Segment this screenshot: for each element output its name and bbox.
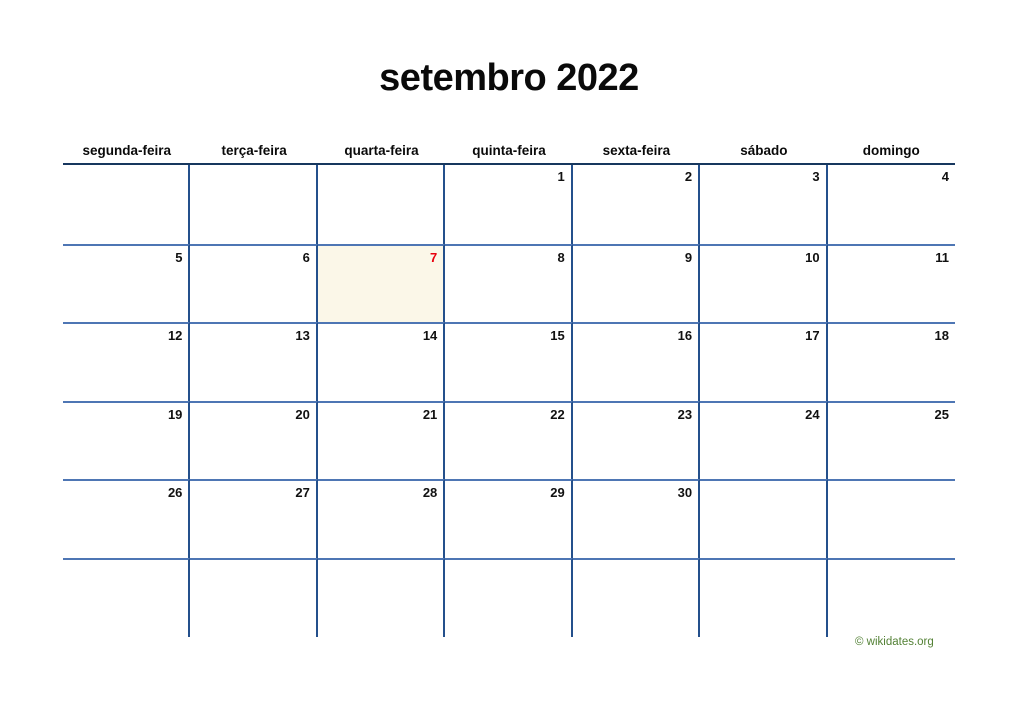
day-number: 23	[677, 406, 693, 422]
weekday-header: quinta-feira	[472, 143, 546, 158]
day-cell-27	[190, 479, 317, 558]
day-cell-29	[445, 479, 572, 558]
day-cell-21	[318, 401, 445, 480]
weekday-row	[63, 143, 955, 162]
day-cell-28	[318, 479, 445, 558]
day-cell-18	[828, 322, 955, 401]
day-number: 1	[557, 169, 565, 184]
day-number: 11	[935, 249, 949, 265]
day-cell-empty	[700, 479, 827, 558]
day-cell-empty	[445, 558, 572, 638]
day-number: 9	[684, 249, 693, 265]
day-cell-12	[63, 322, 190, 401]
day-cell-empty	[63, 165, 190, 244]
calendar-title: setembro 2022	[379, 57, 639, 99]
footer-credit: © wikidates.org	[855, 636, 934, 648]
day-number: 14	[422, 328, 438, 343]
day-number: 19	[167, 406, 183, 422]
day-number: 25	[934, 406, 949, 422]
day-cell-empty	[573, 558, 700, 638]
day-cell-25	[828, 401, 955, 480]
day-cell-15	[445, 322, 572, 401]
day-cell-11	[828, 244, 955, 323]
day-number: 20	[295, 406, 310, 422]
day-number: 10	[805, 249, 820, 265]
day-number: 13	[295, 328, 310, 343]
day-number-today: 7	[430, 249, 438, 265]
day-cell-14	[318, 322, 445, 401]
day-number: 28	[422, 485, 438, 500]
day-cell-empty	[318, 558, 445, 638]
day-number: 8	[557, 249, 565, 265]
day-cell-22	[445, 401, 572, 480]
day-number: 15	[550, 328, 565, 343]
day-cell-empty	[828, 479, 955, 558]
day-cell-7	[318, 244, 445, 323]
day-cell-24	[700, 401, 827, 480]
day-number: 5	[175, 249, 183, 265]
weekday-header: sexta-feira	[602, 143, 671, 158]
weekday-header: segunda-feira	[82, 143, 171, 158]
day-cell-2	[573, 165, 700, 244]
day-cell-8	[445, 244, 572, 323]
day-number: 18	[934, 328, 949, 343]
day-number: 17	[805, 328, 820, 343]
day-cell-10	[700, 244, 827, 323]
day-cell-6	[190, 244, 317, 323]
day-number: 3	[812, 169, 820, 184]
day-cell-4	[828, 165, 955, 244]
day-cell-empty	[318, 165, 445, 244]
weekday-header: quarta-feira	[344, 143, 419, 158]
day-number: 27	[295, 485, 310, 500]
day-number: 2	[684, 169, 693, 184]
day-number: 4	[941, 169, 949, 184]
day-cell-9	[573, 244, 700, 323]
day-cell-26	[63, 479, 190, 558]
weekday-header: sábado	[740, 143, 788, 158]
day-number: 12	[167, 328, 183, 343]
weekday-header: terça-feira	[221, 143, 287, 158]
day-cell-13	[190, 322, 317, 401]
weekday-header: domingo	[862, 143, 920, 158]
day-number: 29	[550, 485, 565, 500]
day-number: 24	[805, 406, 820, 422]
day-cell-empty	[63, 558, 190, 638]
day-cell-23	[573, 401, 700, 480]
day-number: 26	[167, 485, 183, 500]
day-cell-3	[700, 165, 827, 244]
day-cell-empty	[700, 558, 827, 638]
day-cell-empty	[190, 558, 317, 638]
day-cell-empty	[828, 558, 955, 638]
day-number: 21	[422, 406, 438, 422]
day-cell-16	[573, 322, 700, 401]
day-cell-5	[63, 244, 190, 323]
day-number: 22	[550, 406, 565, 422]
day-cell-empty	[190, 165, 317, 244]
calendar-grid	[63, 163, 955, 637]
day-cell-19	[63, 401, 190, 480]
day-number: 6	[302, 249, 310, 265]
day-cell-1	[445, 165, 572, 244]
day-cell-20	[190, 401, 317, 480]
day-cell-30	[573, 479, 700, 558]
day-cell-17	[700, 322, 827, 401]
day-number: 30	[677, 485, 693, 500]
day-number: 16	[677, 328, 693, 343]
